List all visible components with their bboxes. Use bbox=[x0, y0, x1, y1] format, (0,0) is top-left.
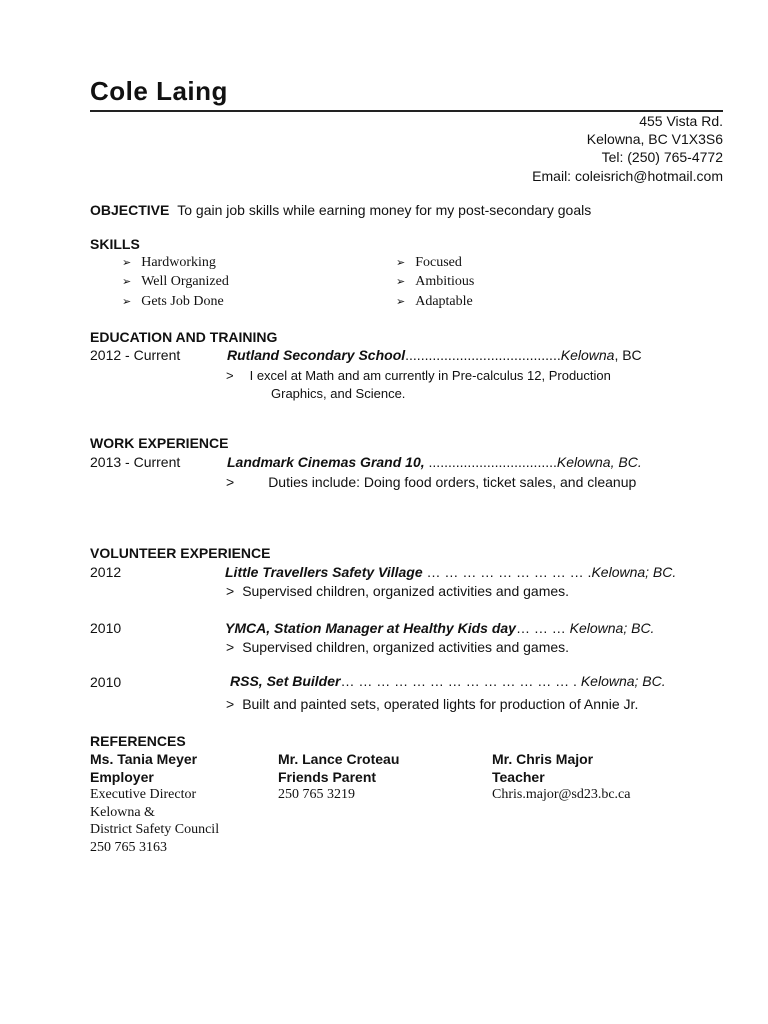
bullet-marker: > bbox=[226, 696, 235, 712]
skill-item bbox=[396, 294, 473, 310]
detail-text: Duties include: Doing food orders, ticket sales, and cleanup bbox=[268, 474, 637, 490]
reference-phone: 250 765 3219 bbox=[278, 787, 355, 802]
work-heading: WORK EXPERIENCE bbox=[90, 435, 229, 451]
work-date: 2013 - Current bbox=[90, 454, 181, 470]
volunteer-location: Kelowna; BC. bbox=[591, 564, 677, 580]
volunteer-detail bbox=[226, 696, 638, 712]
arrow-bullet-icon: ➢ bbox=[396, 276, 406, 288]
work-detail bbox=[226, 474, 636, 490]
reference-name: Ms. Tania Meyer bbox=[90, 751, 198, 767]
volunteer-location: Kelowna; BC. bbox=[580, 673, 666, 689]
volunteer-detail bbox=[226, 583, 569, 599]
skill-label: Focused bbox=[415, 255, 462, 270]
reference-detail: Executive Director bbox=[90, 787, 197, 802]
skill-label: Adaptable bbox=[415, 294, 473, 309]
leader-dots: … … … … … … … … … . bbox=[422, 564, 592, 580]
detail-text: Supervised children, organized activities and games. bbox=[242, 583, 570, 599]
volunteer-heading: VOLUNTEER EXPERIENCE bbox=[90, 545, 271, 561]
skill-item bbox=[122, 294, 224, 310]
detail-text: Supervised children, organized activities and games. bbox=[242, 639, 570, 655]
skill-label: Gets Job Done bbox=[141, 294, 224, 309]
org-name: YMCA, Station Manager at Healthy Kids day bbox=[225, 620, 516, 636]
bullet-marker: > bbox=[226, 368, 234, 383]
education-heading: EDUCATION AND TRAINING bbox=[90, 329, 278, 345]
skill-item bbox=[122, 274, 229, 290]
reference-email: Chris.major@sd23.bc.ca bbox=[492, 787, 631, 802]
skill-label: Ambitious bbox=[415, 274, 475, 289]
reference-phone: 250 765 3163 bbox=[90, 840, 167, 855]
arrow-bullet-icon: ➢ bbox=[396, 296, 406, 308]
reference-role: Friends Parent bbox=[278, 769, 377, 785]
volunteer-entry bbox=[225, 564, 676, 580]
arrow-bullet-icon: ➢ bbox=[122, 276, 132, 288]
reference-name: Mr. Chris Major bbox=[492, 751, 594, 767]
education-detail bbox=[226, 368, 611, 383]
location-city: Kelowna bbox=[560, 347, 615, 363]
objective-section bbox=[90, 202, 591, 218]
employer-name: Landmark Cinemas Grand 10, bbox=[227, 454, 425, 470]
detail-text: Built and painted sets, operated lights for production of Annie Jr. bbox=[242, 696, 639, 712]
skill-item bbox=[396, 274, 474, 290]
school-name: Rutland Secondary School bbox=[227, 347, 406, 363]
address-line2: Kelowna, BC V1X3S6 bbox=[586, 131, 723, 147]
location-province: , BC bbox=[614, 347, 642, 363]
education-date: 2012 - Current bbox=[90, 347, 181, 363]
volunteer-entry bbox=[230, 673, 666, 689]
address-line1: 455 Vista Rd. bbox=[639, 113, 723, 129]
leader-dots: … … … bbox=[515, 620, 570, 636]
work-location: Kelowna, BC. bbox=[556, 454, 642, 470]
leader-dots: ................................. bbox=[424, 454, 557, 470]
header-divider bbox=[90, 110, 723, 112]
bullet-marker: > bbox=[226, 474, 235, 490]
resume-name: Cole Laing bbox=[90, 76, 228, 106]
references-heading: REFERENCES bbox=[90, 733, 186, 749]
reference-detail: Kelowna & bbox=[90, 805, 155, 820]
objective-text: To gain job skills while earning money for my post-secondary goals bbox=[177, 202, 592, 218]
detail-line1: I excel at Math and am currently in Pre-calculus 12, Production bbox=[249, 368, 611, 383]
volunteer-entry bbox=[225, 620, 654, 636]
org-name: RSS, Set Builder bbox=[230, 673, 341, 689]
skill-item bbox=[396, 255, 462, 271]
education-entry bbox=[227, 347, 642, 363]
volunteer-location: Kelowna; BC. bbox=[569, 620, 655, 636]
skill-label: Well Organized bbox=[141, 274, 229, 289]
work-entry bbox=[227, 454, 642, 470]
volunteer-date: 2012 bbox=[90, 564, 122, 580]
reference-role: Employer bbox=[90, 769, 154, 785]
volunteer-detail bbox=[226, 639, 569, 655]
org-name: Little Travellers Safety Village bbox=[225, 564, 423, 580]
leader-dots: … … … … … … … … … … … … … . bbox=[340, 673, 581, 689]
skill-item bbox=[122, 255, 216, 271]
volunteer-date: 2010 bbox=[90, 674, 122, 690]
email: Email: coleisrich@hotmail.com bbox=[532, 168, 723, 184]
objective-heading: OBJECTIVE bbox=[90, 202, 170, 218]
skills-heading: SKILLS bbox=[90, 236, 140, 252]
arrow-bullet-icon: ➢ bbox=[396, 257, 406, 269]
volunteer-date: 2010 bbox=[90, 620, 122, 636]
detail-line2: Graphics, and Science. bbox=[271, 386, 406, 401]
skill-label: Hardworking bbox=[141, 255, 216, 270]
leader-dots: ........................................ bbox=[405, 347, 561, 363]
bullet-marker: > bbox=[226, 583, 235, 599]
bullet-marker: > bbox=[226, 639, 235, 655]
reference-detail: District Safety Council bbox=[90, 822, 220, 837]
arrow-bullet-icon: ➢ bbox=[122, 296, 132, 308]
reference-role: Teacher bbox=[492, 769, 545, 785]
arrow-bullet-icon: ➢ bbox=[122, 257, 132, 269]
telephone: Tel: (250) 765-4772 bbox=[601, 149, 723, 165]
reference-name: Mr. Lance Croteau bbox=[278, 751, 400, 767]
